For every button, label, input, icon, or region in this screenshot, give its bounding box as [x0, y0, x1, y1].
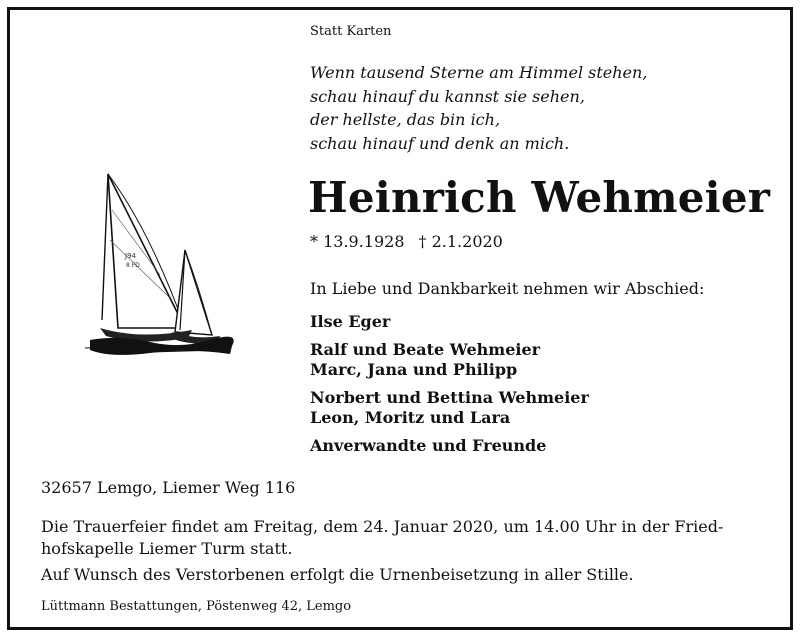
mourner-line: Ilse Eger	[310, 312, 391, 331]
header-text: Statt Karten	[310, 24, 392, 39]
sailboat-icon	[80, 170, 235, 360]
svg-text:J94: J94	[125, 252, 136, 260]
service-info	[41, 516, 723, 560]
mourner-line: Ralf und Beate Wehmeier	[310, 340, 541, 359]
burial-info: Auf Wunsch des Verstorbenen erfolgt die Urnenbeisetzung in aller Stille.	[41, 565, 634, 584]
mourner-line: Anverwandte und Freunde	[310, 436, 547, 455]
deceased-name: Heinrich Wehmeier	[308, 173, 771, 222]
mourner-group	[310, 388, 589, 428]
mourner-group	[310, 436, 589, 456]
poem-line: schau hinauf und denk an mich.	[310, 133, 570, 153]
mourner-group	[310, 340, 589, 380]
life-dates	[310, 232, 517, 251]
mourner-line: Leon, Moritz und Lara	[310, 408, 511, 427]
poem-line: der hellste, das bin ich,	[310, 110, 501, 129]
undertaker: Lüttmann Bestattungen, Pöstenweg 42, Lemgo	[41, 599, 352, 614]
address: 32657 Lemgo, Liemer Weg 116	[41, 478, 296, 497]
poem	[310, 61, 647, 155]
mourner-line: Marc, Jana und Philipp	[310, 360, 518, 379]
svg-text:8 FD: 8 FD	[126, 262, 140, 269]
mourner-group	[310, 312, 589, 332]
service-line: hofskapelle Liemer Turm statt.	[41, 539, 293, 558]
poem-line: schau hinauf du kannst sie sehen,	[310, 86, 585, 106]
mourner-line: Norbert und Bettina Wehmeier	[310, 388, 589, 407]
service-line: Die Trauerfeier findet am Freitag, dem 24. Januar 2020, um 14.00 Uhr in der Fried-	[41, 517, 724, 536]
birth-date: * 13.9.1928	[310, 232, 405, 251]
death-date: † 2.1.2020	[418, 232, 503, 251]
poem-line: Wenn tausend Sterne am Himmel stehen,	[310, 63, 648, 82]
farewell-text: In Liebe und Dankbarkeit nehmen wir Abschied:	[310, 279, 705, 298]
mourners-list	[310, 312, 589, 464]
